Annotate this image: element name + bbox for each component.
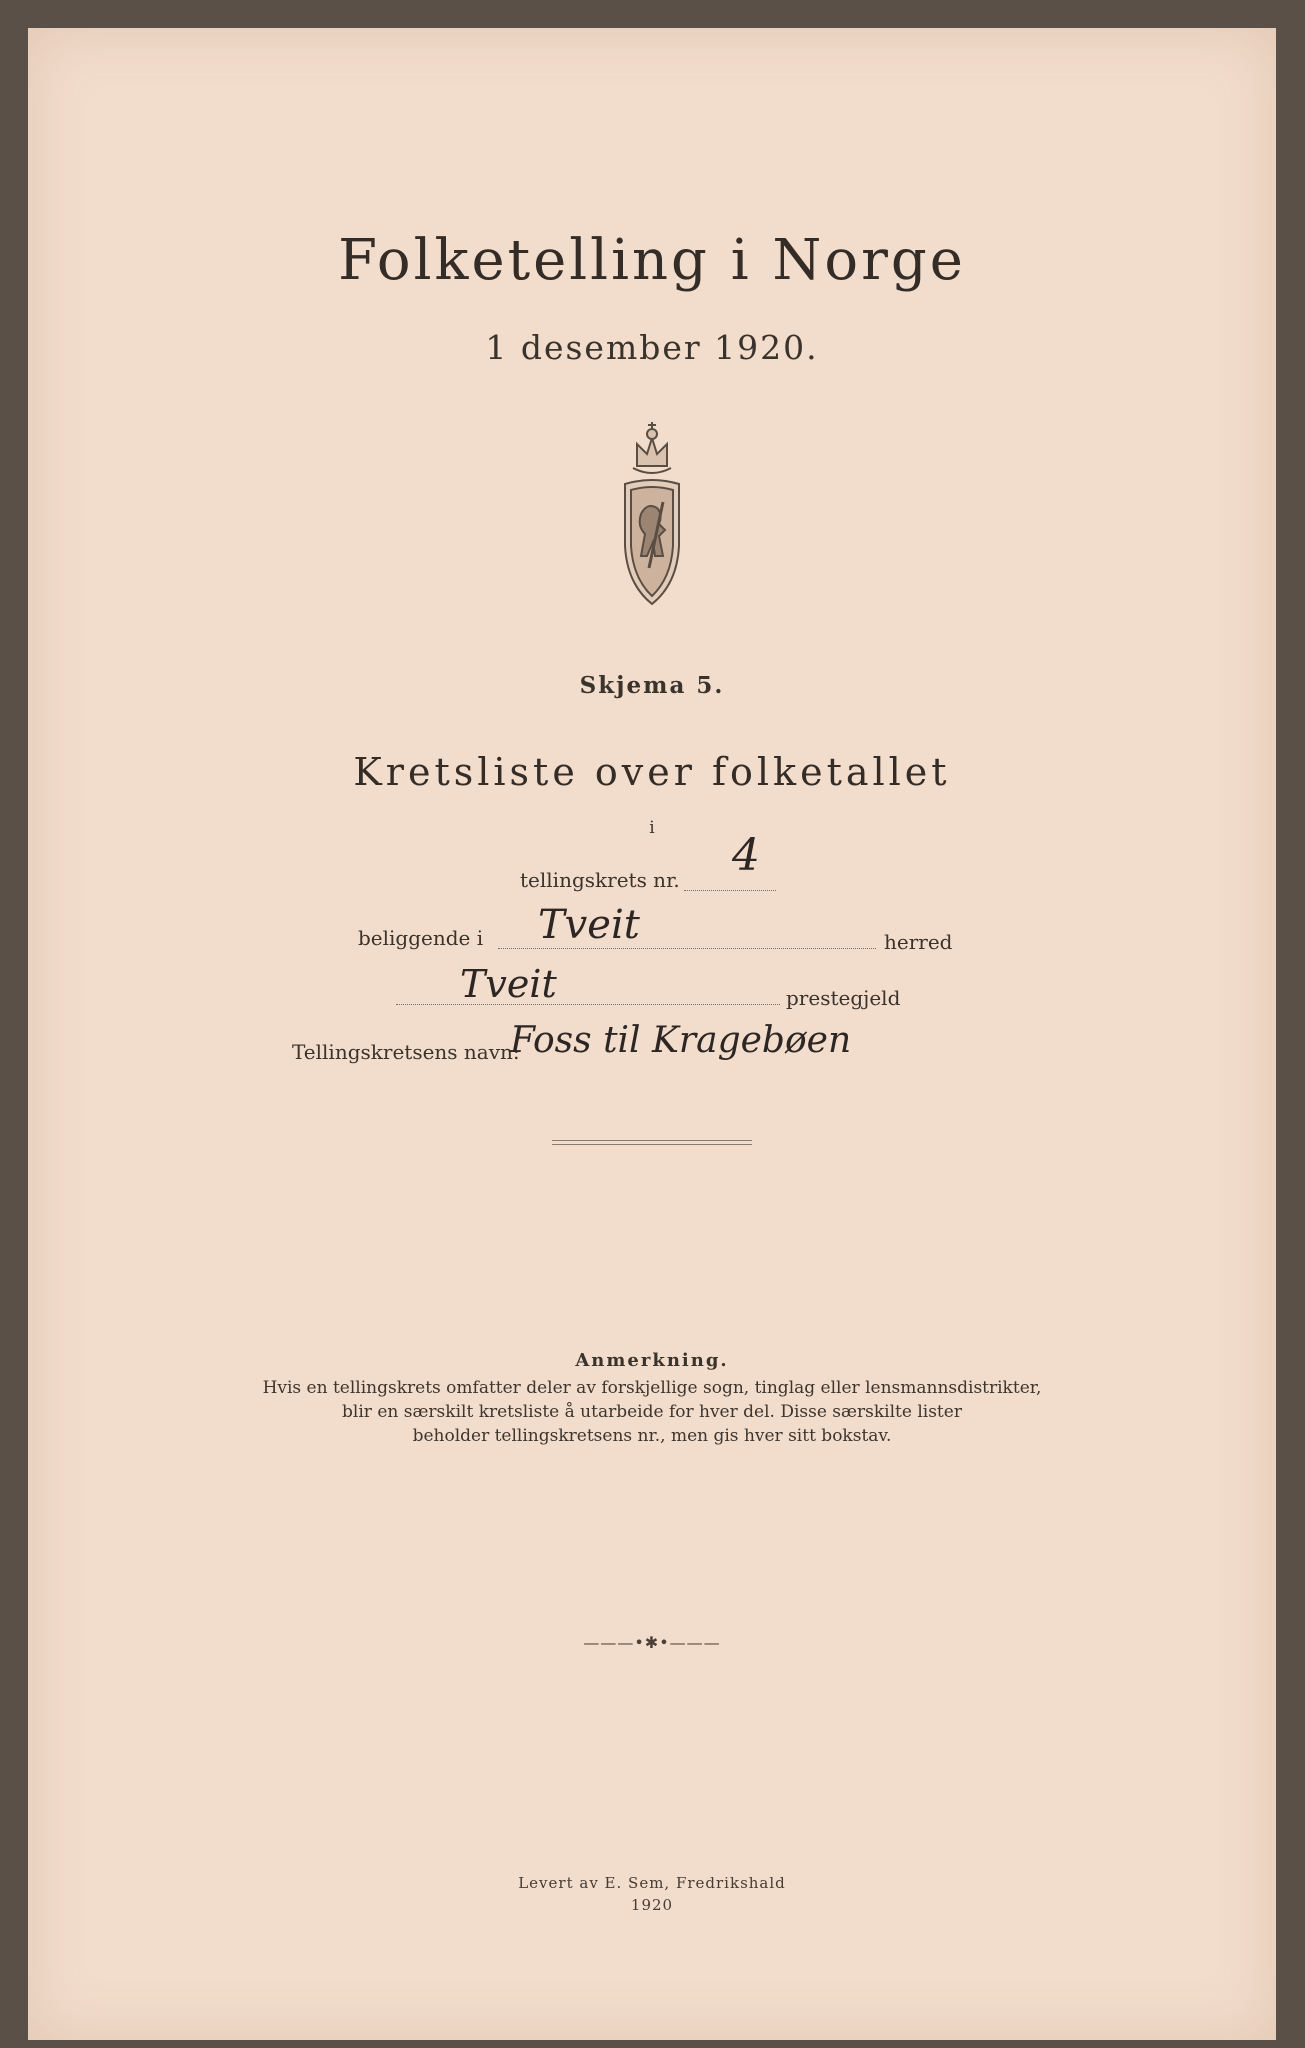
krets-value: 4: [732, 830, 760, 881]
krets-label: tellingskrets nr.: [520, 868, 680, 892]
form-heading-sub: i: [649, 818, 655, 838]
document-date: 1 desember 1920.: [485, 328, 819, 367]
section-divider: [552, 1140, 752, 1145]
printer-year: 1920: [630, 1896, 674, 1914]
note-line-3: beholder tellingskretsens nr., men gis hver sitt bokstav.: [412, 1426, 892, 1446]
form-number: Skjema 5.: [579, 672, 725, 699]
krets-line: [684, 890, 776, 891]
note-line-2: blir en særskilt kretsliste å utarbeide for hver del. Disse særskilte lister: [342, 1402, 962, 1422]
note-line-1: Hvis en tellingskrets omfatter deler av forskjellige sogn, tinglag eller lensmannsdistrikter,: [262, 1378, 1042, 1398]
prestegjeld-line: [396, 1004, 780, 1005]
printer-line: Levert av E. Sem, Fredrikshald: [518, 1874, 786, 1892]
form-heading: Kretsliste over folketallet: [353, 750, 951, 794]
beliggende-line: [498, 948, 876, 949]
navn-value: Foss til Kragebøen: [510, 1020, 852, 1061]
prestegjeld-value: Tveit: [460, 962, 557, 1006]
note-heading: Anmerkning.: [575, 1350, 729, 1371]
beliggende-label: beliggende i: [358, 926, 484, 950]
navn-label: Tellingskretsens navn:: [292, 1040, 520, 1064]
herred-label: herred: [884, 930, 953, 954]
beliggende-value: Tveit: [538, 902, 640, 948]
norwegian-coat-of-arms-icon: [597, 406, 707, 606]
prestegjeld-label: prestegjeld: [786, 986, 901, 1010]
census-form-page: [28, 28, 1276, 2040]
document-title: Folketelling i Norge: [338, 228, 966, 293]
ornament-divider: ———•✱•———: [583, 1633, 721, 1652]
